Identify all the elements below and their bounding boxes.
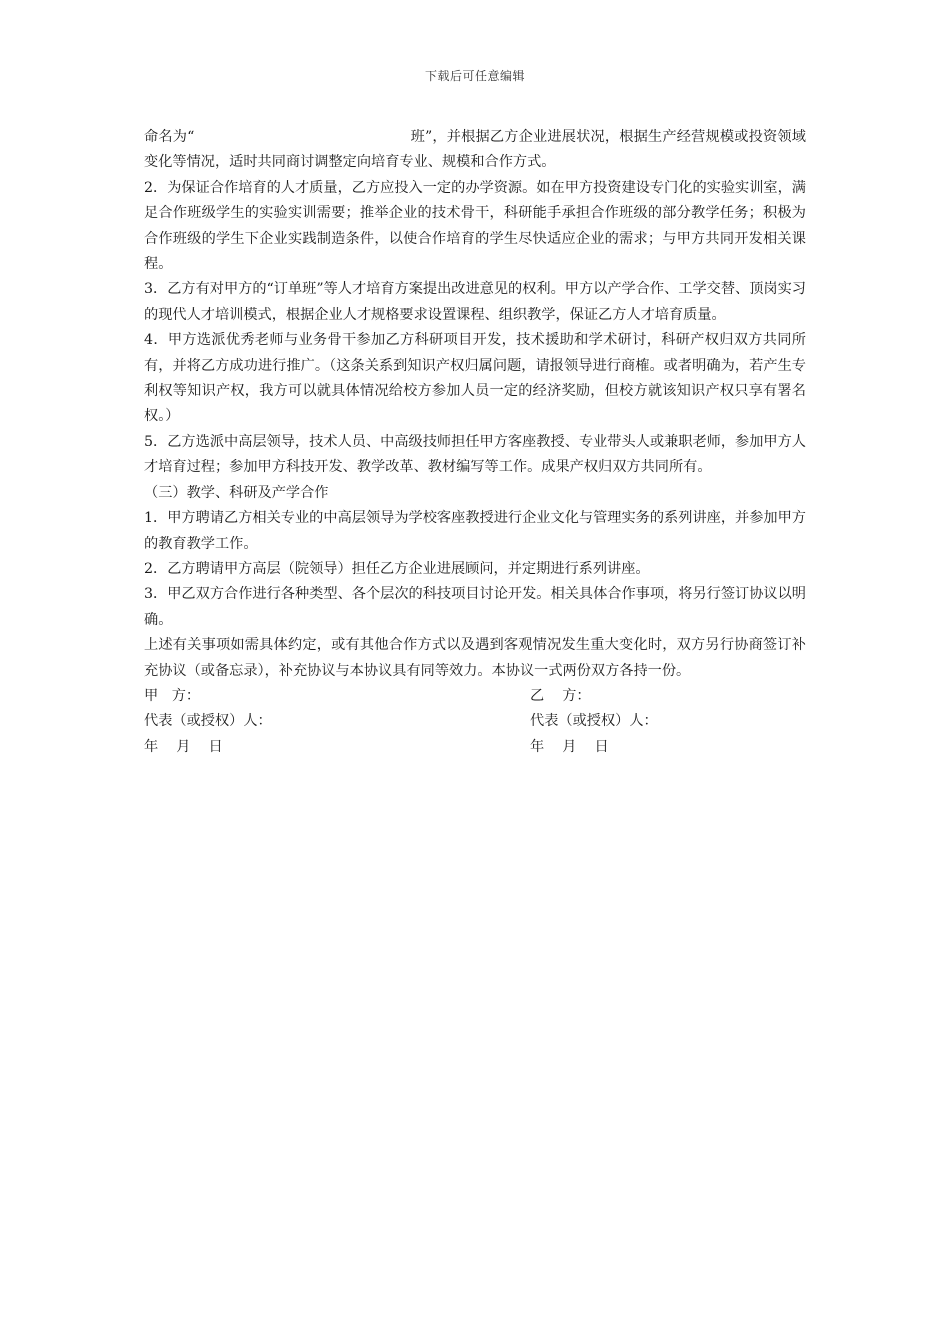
paragraph-class-naming (144, 125, 806, 176)
paragraph-item-2: 2．为保证合作培育的人才质量，乙方应投入一定的办学资源。如在甲方投资建设专门化的实验实训室，满足合作班级学生的实验实训需要；推举企业的技术骨干，科研能手承担合作班级的部分教学任务；积极为合作班级的学生下企业实践制造条件，以使合作培育的学生尽快适应企业的需求；与甲方共同开发相关课程。 (144, 179, 806, 273)
section3-item-3: 3．甲乙双方合作进行各种类型、各个层次的科技项目讨论开发。相关具体合作事项，将另行签订协议以明确。 (144, 586, 806, 628)
party-b-label: 乙 方： (530, 687, 591, 704)
closing-paragraph: 上述有关事项如需具体约定，或有其他合作方式以及遇到客观情况发生重大变化时，双方另行协商签订补充协议（或备忘录），补充协议与本协议具有同等效力。本协议一式两份双方各持一份。 (144, 637, 806, 679)
party-a-label: 甲 方： (144, 687, 201, 704)
section3-item-1: 1．甲方聘请乙方相关专业的中高层领导为学校客座教授进行企业文化与管理实务的系列讲座，并参加甲方的教育教学工作。 (144, 510, 806, 552)
document-body (144, 125, 806, 760)
paragraph-item-4: 4．甲方选派优秀老师与业务骨干参加乙方科研项目开发，技术援助和学术研讨，科研产权归双方共同所有，并将乙方成功进行推广。（这条关系到知识产权归属问题，请报领导进行商榷。或者明确为，若产生专利权等知识产权，我方可以就具体情况给校方参加人员一定的经济奖励，但校方就该知识产权只享有署名权。） (144, 332, 806, 425)
party-b-date: 年 月 日 (530, 738, 609, 755)
signature-row-representative (144, 709, 806, 734)
paragraph-item-3: 3．乙方有对甲方的“订单班”等人才培育方案提出改进意见的权利。甲方以产学合作、工学交替、顶岗实习的现代人才培训模式，根据企业人才规格要求设置课程、组织教学，保证乙方人才培育质量。 (144, 281, 806, 323)
page-header: 下载后可任意编辑 (424, 69, 525, 83)
paragraph-text: 命名为“ (144, 129, 195, 145)
party-a-representative: 代表（或授权）人： (144, 713, 272, 730)
signature-row-date (144, 735, 806, 760)
section-heading-3: （三）教学、科研及产学合作 (144, 484, 329, 501)
paragraph-item-5: 5．乙方选派中高层领导，技术人员、中高级技师担任甲方客座教授、专业带头人或兼职老师，参加甲方人才培育过程；参加甲方科技开发、教学改革、教材编写等工作。成果产权归双方共同所有。 (144, 433, 806, 476)
party-b-representative: 代表（或授权）人： (530, 713, 658, 730)
signature-row-party (144, 684, 806, 709)
section3-item-2: 2．乙方聘请甲方高层（院领导）担任乙方企业进展顾问，并定期进行系列讲座。 (144, 560, 650, 577)
paragraph-text: 班”，并根据乙方企业进展状况，根据生产经营规模或投资领域变化等情况，适时共同商讨调整定向培育专业、规模和合作方式。 (144, 129, 806, 171)
party-a-date: 年 月 日 (144, 738, 223, 755)
